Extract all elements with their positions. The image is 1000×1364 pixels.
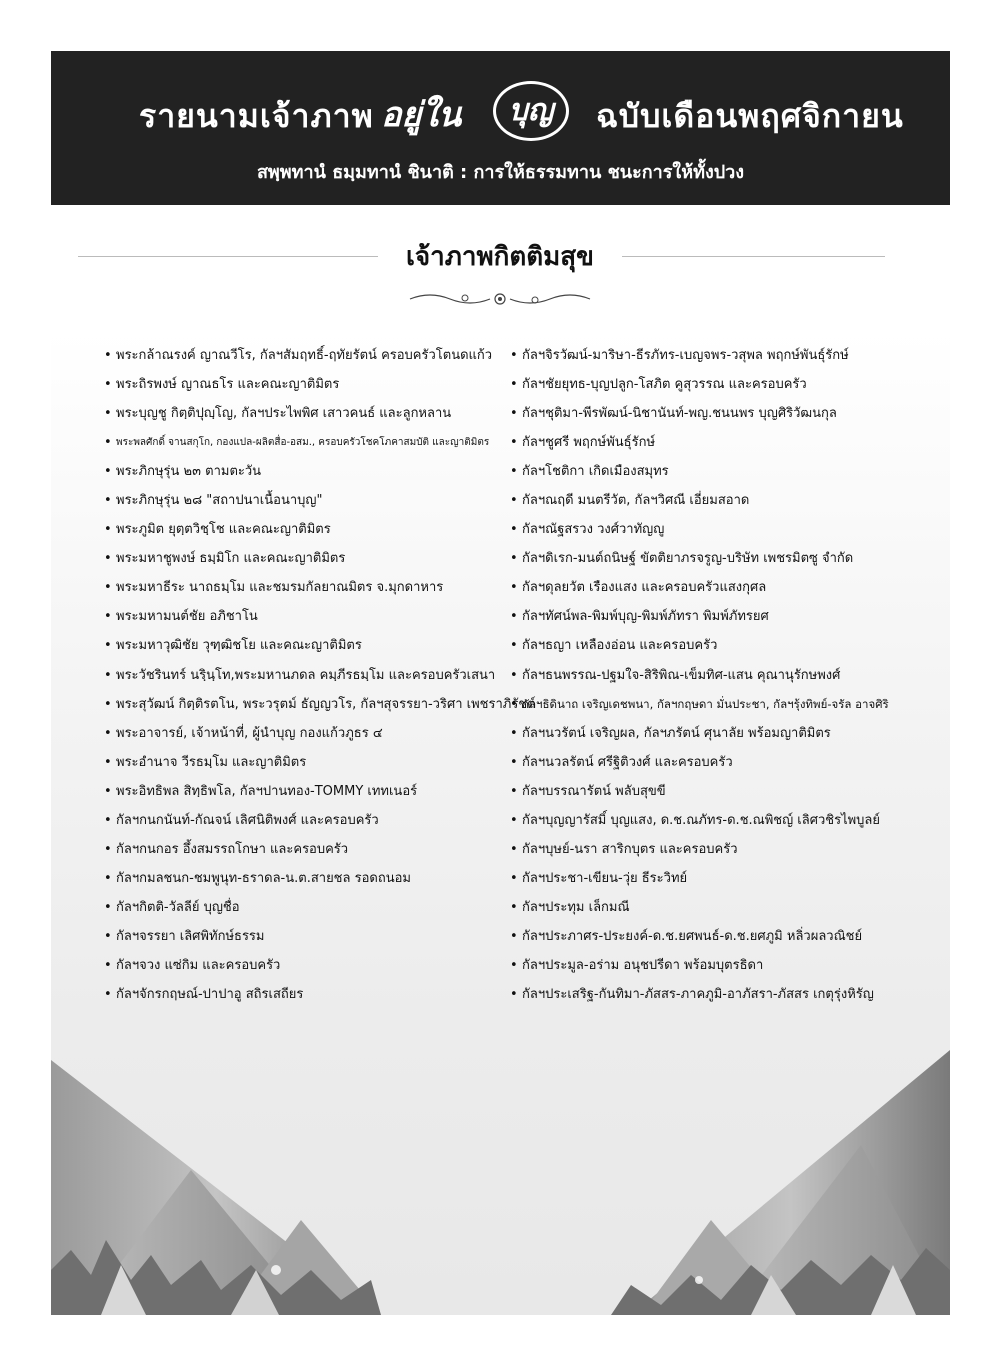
list-item: • พระมหาวุฒิชัย วุฑฺฒิชโย และคณะญาติมิตร [104, 631, 516, 660]
list-item: • กัลฯประชา-เขียน-วุ่ย ธีระวิทย์ [510, 864, 940, 893]
list-item: • พระมหาชูพงษ์ ธมฺมิโก และคณะญาติมิตร [104, 544, 516, 573]
list-item: • พระอิทธิพล สิทฺธิพโล, กัลฯปานทอง-TOMMY เททเนอร์ [104, 777, 516, 806]
list-item: • กัลฯจรรยา เลิศพิทักษ์ธรรม [104, 922, 516, 951]
logo-script-text: อยู่ใน [381, 95, 462, 135]
ornament-flourish [405, 289, 595, 309]
right-donor-list [510, 341, 940, 1009]
list-item: • พระภิกษุรุ่น ๒๓ ตามตะวัน [104, 457, 516, 486]
list-item: • กัลฯธนพรรณ-ปฐมใจ-สิริพิณ-เข็มทิศ-แสน คุณานุรักษพงศ์ [510, 661, 940, 690]
list-item: • กัลฯจวง แซ่กิม และครอบครัว [104, 951, 516, 980]
list-item: • กัลฯบุญญารัสมิ์ บุญแสง, ด.ช.ณภัทร-ด.ช.ณพิชญ์ เลิศวชิรไพบูลย์ [510, 806, 940, 835]
header-title-right: ฉบับเดือนพฤศจิกายน [596, 97, 904, 135]
list-item: • พระสุวัฒน์ กิตฺติรตโน, พระวรุตม์ ธัญญวโร, กัลฯสุจรรยา-วริศา เพชราภิรัชต์ [104, 690, 516, 719]
list-item: • กัลฯจักรกฤษณ์-ปาปาอู สถิรเสถียร [104, 980, 516, 1009]
list-item: • พระอาจารย์, เจ้าหน้าที่, ผู้นำบุญ กองแก้วภูธร ๔ [104, 719, 516, 748]
list-item: • พระบุญชู กิตฺติปุญฺโญ, กัลฯประไพพิศ เสาวคนธ์ และลูกหลาน [104, 399, 516, 428]
list-item: • กัลฯธิดินาถ เจริญเดชพนา, กัลฯกฤษดา มั่นประชา, กัลฯรุ้งทิพย์-จรัล อาจศิริ [510, 690, 940, 719]
list-item: • พระพลศักดิ์ จานสกุโก, กองแปล-ผลิตสื่อ-อสม., ครอบครัวโชคโภคาสมบัติ และญาติมิตร [104, 428, 516, 457]
list-item: • กัลฯโชติกา เกิดเมืองสมุทร [510, 457, 940, 486]
list-item: • กัลฯประมูล-อร่าม อนุชปรีดา พร้อมบุตรธิดา [510, 951, 940, 980]
list-item: • กัลฯบุษย์-นรา สาริกบุตร และครอบครัว [510, 835, 940, 864]
list-item: • กัลฯณฤดี มนตรีวัต, กัลฯวิศณี เอี่ยมสอาด [510, 486, 940, 515]
list-item: • กัลฯกนกนันท์-กัณจน์ เลิศนิติพงศ์ และครอบครัว [104, 806, 516, 835]
list-item: • กัลฯธญา เหลืองอ่อน และครอบครัว [510, 631, 940, 660]
list-item: • กัลฯกมลชนก-ชมพูนุท-ธราดล-น.ต.สายชล รอดถนอม [104, 864, 516, 893]
list-item: • พระอำนาจ วีรธมฺโม และญาติมิตร [104, 748, 516, 777]
list-item: • กัลฯทัศน์พล-พิมพ์บุญ-พิมพ์ภัทรา พิมพ์ภัทรยศ [510, 602, 940, 631]
list-item: • พระภิกษุรุ่น ๒๘ "สถาปนาเนื้อนาบุญ" [104, 486, 516, 515]
list-item: • พระกล้าณรงค์ ญาณวีโร, กัลฯสัมฤทธิ์-ฤทัยรัตน์ ครอบครัวโตนดแก้ว [104, 341, 516, 370]
list-item: • กัลฯบรรณารัตน์ พลับสุขขี [510, 777, 940, 806]
header-subtitle: สพฺพทานํ ธมฺมทานํ ชินาติ : การให้ธรรมทาน ชนะการให้ทั้งปวง [256, 162, 745, 183]
list-item: • กัลฯนวรัตน์ เจริญผล, กัลฯภรัตน์ ศุนาลัย พร้อมญาติมิตร [510, 719, 940, 748]
list-item: • พระมหาธีระ นาถธมฺโม และชมรมกัลยาณมิตร จ.มุกดาหาร [104, 573, 516, 602]
list-item: • กัลฯดิเรก-มนต์ถนิษฐ์ ขัตติยาภรจรูญ-บริษัท เพชรมิตซู จำกัด [510, 544, 940, 573]
list-item: • พระภูมิต ยุตฺตวิชฺโช และคณะญาติมิตร [104, 515, 516, 544]
list-item: • พระถิรพงษ์ ญาณธโร และคณะญาติมิตร [104, 370, 516, 399]
magazine-logo [381, 81, 581, 145]
header-banner [51, 51, 950, 205]
list-item: • กัลฯชูศรี พฤกษ์พันธุ์รักษ์ [510, 428, 940, 457]
header-title-left: รายนามเจ้าภาพ [139, 97, 374, 135]
list-item: • พระมหามนต์ชัย อภิชาโน [104, 602, 516, 631]
list-item: • กัลฯประภาศร-ประยงค์-ด.ช.ยศพนธ์-ด.ช.ยศภูมิ หลิ่วผลวณิชย์ [510, 922, 940, 951]
list-item: • กัลฯชุติมา-พีรพัฒน์-นิชานันท์-พญ.ชนนพร บุญศิริวัฒนกุล [510, 399, 940, 428]
list-item: • กัลฯประทุม เล็กมณี [510, 893, 940, 922]
list-item: • กัลฯจิรวัฒน์-มาริษา-ธีรภัทร-เบญจพร-วสุพล พฤกษ์พันธุ์รักษ์ [510, 341, 940, 370]
pyramid-scenery-illustration [51, 1020, 950, 1315]
left-donor-list [104, 341, 536, 1009]
list-item: • กัลฯณัฐสรวง วงศ์วาทัญญู [510, 515, 940, 544]
header-title-row [51, 77, 950, 147]
list-item: • กัลฯประเสริฐ-กันทิมา-ภัสสร-ภาคภูมิ-อาภัสรา-ภัสสร เกตุรุ่งหิรัญ [510, 980, 940, 1009]
list-item: • กัลฯกิตติ-วัลลีย์ บุญชื่อ [104, 893, 516, 922]
list-item: • กัลฯชัยยุทธ-บุญปลูก-โสภิต คูสุวรรณ และครอบครัว [510, 370, 940, 399]
section-title: เจ้าภาพกิตติมสุข [406, 242, 594, 272]
list-item: • กัลฯกนกอร อึ้งสมรรถโกษา และครอบครัว [104, 835, 516, 864]
list-item: • กัลฯนวลรัตน์ ศรีฐิติวงศ์ และครอบครัว [510, 748, 940, 777]
list-item: • พระวัชรินทร์ นริฺนฺโท,พระมหานภดล คมฺภีรธมฺโม และครอบครัวเสนา [104, 661, 516, 690]
logo-circle-text: บุญ [508, 93, 554, 128]
list-item: • กัลฯดุลยวัต เรืองแสง และครอบครัวแสงกุศล [510, 573, 940, 602]
